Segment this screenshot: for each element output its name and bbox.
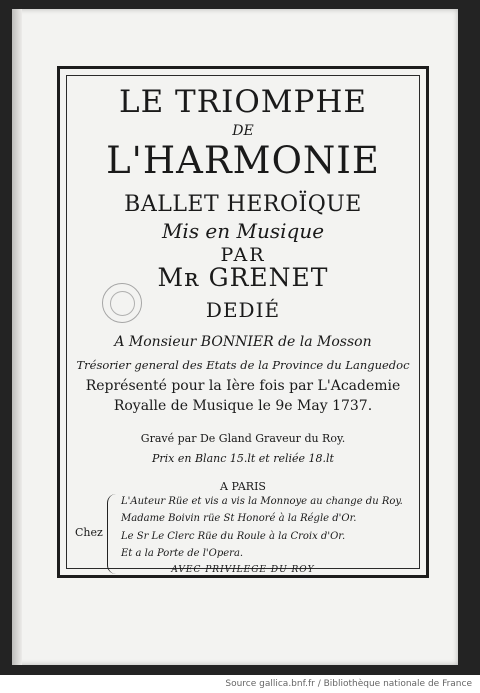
page-spine [12, 9, 22, 665]
genre-line: BALLET HEROÏQUE [124, 192, 362, 217]
by-line: PAR [220, 244, 266, 266]
performance-line-1: Représenté pour la Ière fois par L'Academie [85, 378, 401, 394]
library-stamp-inner [110, 291, 135, 316]
document-page [12, 9, 458, 665]
source-credit: Source gallica.bnf.fr / Bibliothèque nationale de France [225, 679, 472, 689]
title-line-1: LE TRIOMPHE [118, 84, 367, 120]
address-line: Le Sr Le Clerc Rüe du Roule à la Croix d'Or. [121, 531, 346, 542]
chez-label: Chez [75, 526, 103, 539]
dedicatee-title-line: Trésorier general des Etats de la Province du Languedoc [76, 358, 410, 372]
address-line: Et a la Porte de l'Opera. [121, 548, 244, 559]
dedication-heading: DEDIÉ [205, 298, 281, 322]
subtitle-line: Mis en Musique [161, 219, 325, 243]
address-line: L'Auteur Rüe et vis a vis la Monnoye au change du Roy. [121, 496, 403, 507]
performance-line-2: Royalle de Musique le 9e May 1737. [113, 398, 373, 414]
composer-name: Mʀ GRENET [157, 263, 329, 292]
library-stamp [102, 283, 142, 323]
city-line: A PARIS [220, 480, 266, 493]
price-line: Prix en Blanc 15.lt et reliée 18.lt [152, 452, 334, 465]
dedicatee-line: A Monsieur BONNIER de la Mosson [114, 334, 372, 350]
privilege-line: AVEC PRIVILEGE DU ROY [171, 565, 315, 575]
title-line-2: DE [232, 123, 254, 139]
address-line: Madame Boivin rüe St Honoré à la Régle d'Or. [121, 513, 357, 524]
engraver-line: Gravé par De Gland Graveur du Roy. [140, 432, 346, 445]
title-line-3: L'HARMONIE [106, 139, 380, 182]
address-brace [107, 494, 116, 574]
title-frame [57, 66, 429, 578]
